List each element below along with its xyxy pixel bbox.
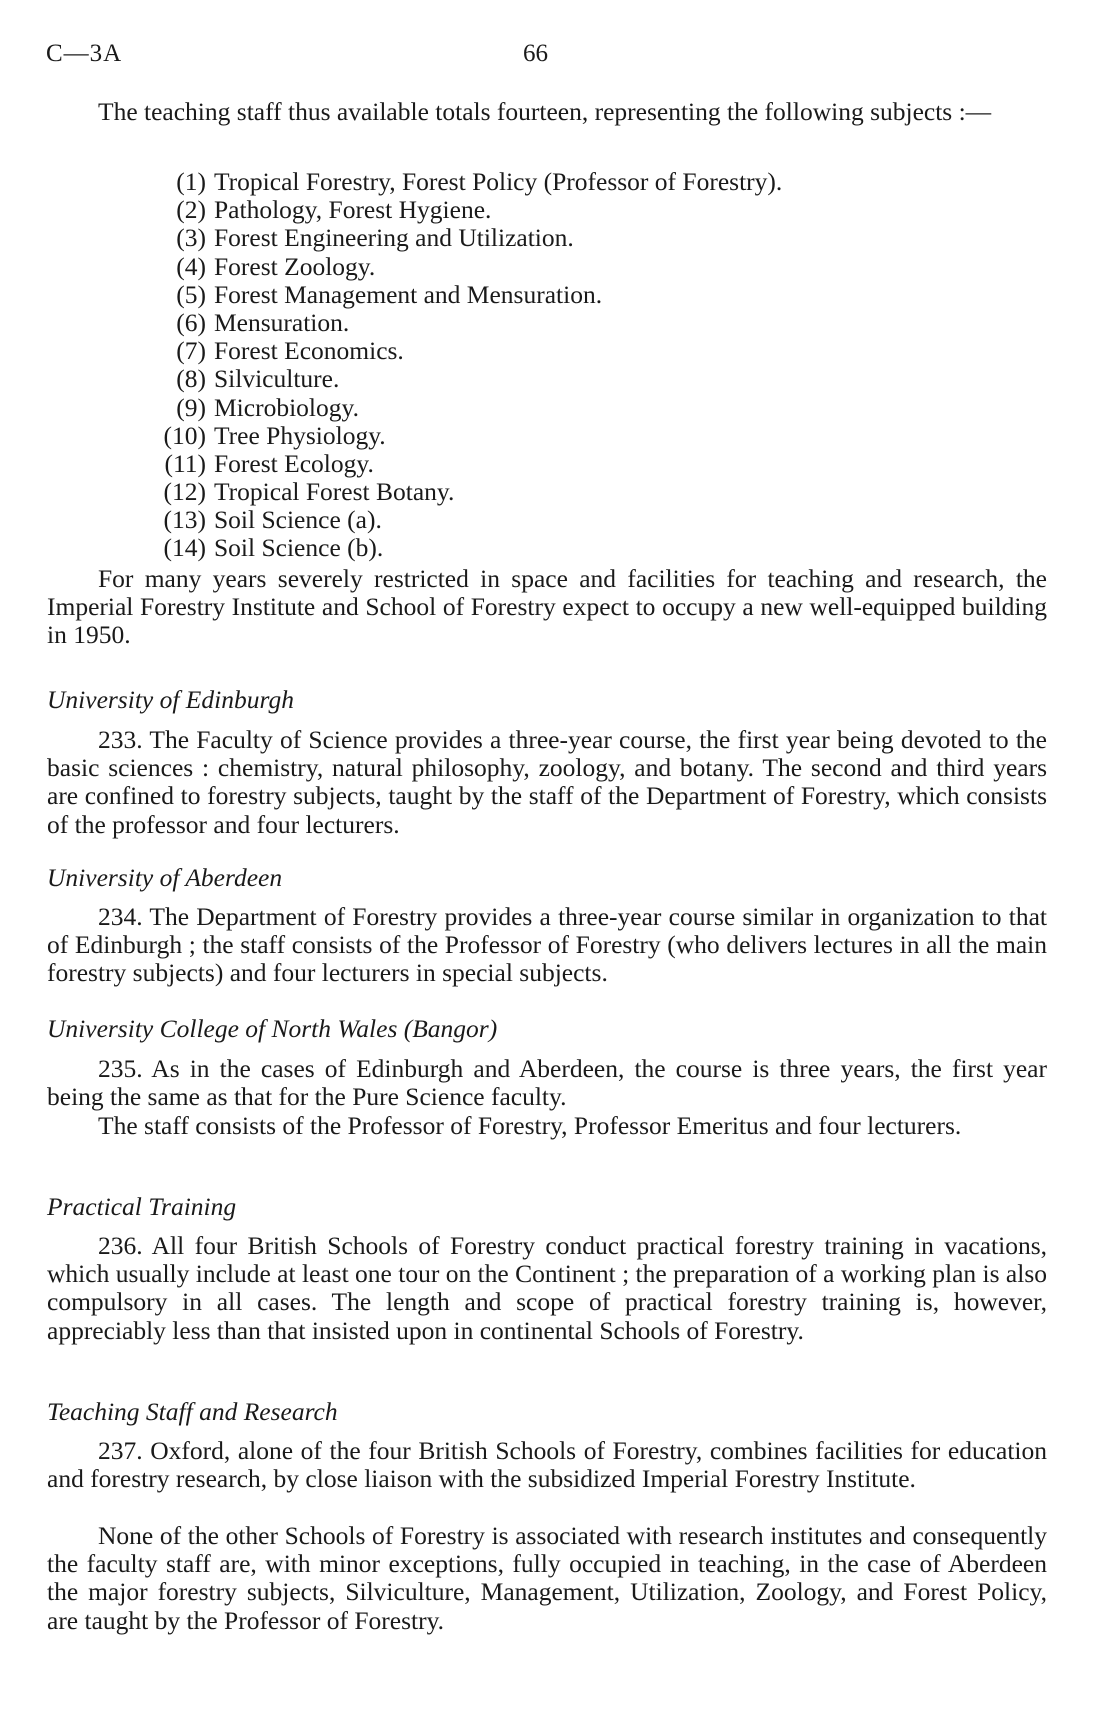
subject-item: [144, 337, 782, 365]
paragraph-234: 234. The Department of Forestry provides a three-year course similar in organization to that of Edinburgh ; the staff consists of the Professor of Forestry (who delivers lectures in all the main forestry subjects) and four lecturers in special subjects.: [47, 902, 1047, 988]
paragraph-235: 235. As in the cases of Edinburgh and Aberdeen, the course is three years, the first year being the same as that for the Pure Science faculty.: [47, 1054, 1047, 1112]
subject-item: [144, 534, 782, 562]
subject-item: [144, 422, 782, 450]
subject-item: [144, 168, 782, 196]
subject-number: (4): [176, 251, 206, 281]
subject-number: (6): [176, 307, 206, 337]
subject-number: (9): [176, 392, 206, 422]
subject-number: (12): [163, 477, 206, 507]
heading-bangor: University College of North Wales (Bangor): [47, 1014, 498, 1043]
subject-label: Mensuration.: [214, 307, 350, 337]
heading-edinburgh: University of Edinburgh: [47, 685, 294, 714]
subject-label: Soil Science (b).: [214, 533, 384, 563]
subject-label: Silviculture.: [214, 364, 340, 394]
subject-item: [144, 506, 782, 534]
subject-label: Forest Zoology.: [214, 251, 376, 281]
paragraph-237: 237. Oxford, alone of the four British Schools of Forestry, combines facilities for education and forestry research, by close liaison with the subsidized Imperial Forestry Institute.: [47, 1436, 1047, 1494]
intro-paragraph: The teaching staff thus available totals fourteen, representing the following subjects :—: [98, 97, 992, 126]
subject-item: [144, 281, 782, 309]
heading-aberdeen: University of Aberdeen: [47, 863, 283, 892]
subject-item: [144, 196, 782, 224]
subject-item: [144, 309, 782, 337]
subject-label: Pathology, Forest Hygiene.: [214, 195, 492, 225]
heading-teaching-staff-research: Teaching Staff and Research: [47, 1397, 338, 1426]
subject-label: Forest Ecology.: [214, 448, 374, 478]
paragraph-233: 233. The Faculty of Science provides a three-year course, the first year being devoted to the basic sciences : chemistry, natural philosophy, zoology, and botany. The second and third years are confined to forestry subjects, taught by the staff of the Department of Forestry, which consists of the professor and four lecturers.: [47, 725, 1047, 839]
subject-number: (2): [176, 195, 206, 225]
paragraph-236: 236. All four British Schools of Forestry conduct practical forestry training in vacations, which usually include at least one tour on the Continent ; the preparation of a working plan is also compulsory in all cases. The length and scope of practical forestry training is, however, appreciably less than that insisted upon in continental Schools of Forestry.: [47, 1231, 1047, 1345]
subject-item: [144, 365, 782, 393]
subject-label: Tropical Forest Botany.: [214, 477, 455, 507]
subject-item: [144, 478, 782, 506]
subject-number: (13): [163, 505, 206, 535]
subject-item: [144, 224, 782, 252]
subject-number: (1): [176, 167, 206, 196]
subject-label: Forest Economics.: [214, 336, 404, 366]
subject-item: [144, 253, 782, 281]
page-header: [0, 40, 1114, 74]
paragraph-237-other-schools: None of the other Schools of Forestry is associated with research institutes and consequently the faculty staff are, with minor exceptions, fully occupied in teaching, in the case of Aberdeen the major forestry subjects, Silviculture, Management, Utilization, Zoology, and Forest Policy, are taught by the Professor of Forestry.: [47, 1521, 1047, 1635]
subject-number: (5): [176, 279, 206, 309]
subject-label: Forest Engineering and Utilization.: [214, 223, 574, 253]
subject-label: Tropical Forestry, Forest Policy (Professor of Forestry).: [214, 167, 783, 196]
subject-number: (14): [163, 533, 206, 563]
subject-item: [144, 450, 782, 478]
subject-number: (8): [176, 364, 206, 394]
subject-number: (3): [176, 223, 206, 253]
subject-number: (10): [163, 420, 206, 450]
paragraph-235-staff: The staff consists of the Professor of Forestry, Professor Emeritus and four lecturers.: [98, 1111, 962, 1140]
subject-number: (7): [176, 336, 206, 366]
subject-item: [144, 394, 782, 422]
subject-number: (11): [164, 448, 206, 478]
page-number: 66: [523, 40, 548, 67]
subject-label: Tree Physiology.: [214, 420, 386, 450]
imperial-note-paragraph: For many years severely restricted in space and facilities for teaching and research, the Imperial Forestry Institute and School of Forestry expect to occupy a new well-equipped building in 1950.: [47, 564, 1047, 650]
subject-label: Microbiology.: [214, 392, 359, 422]
document-code: C—3A: [46, 40, 123, 67]
subject-label: Soil Science (a).: [214, 505, 382, 535]
subject-label: Forest Management and Mensuration.: [214, 279, 603, 309]
heading-practical-training: Practical Training: [47, 1192, 237, 1221]
subject-list: [144, 168, 782, 563]
